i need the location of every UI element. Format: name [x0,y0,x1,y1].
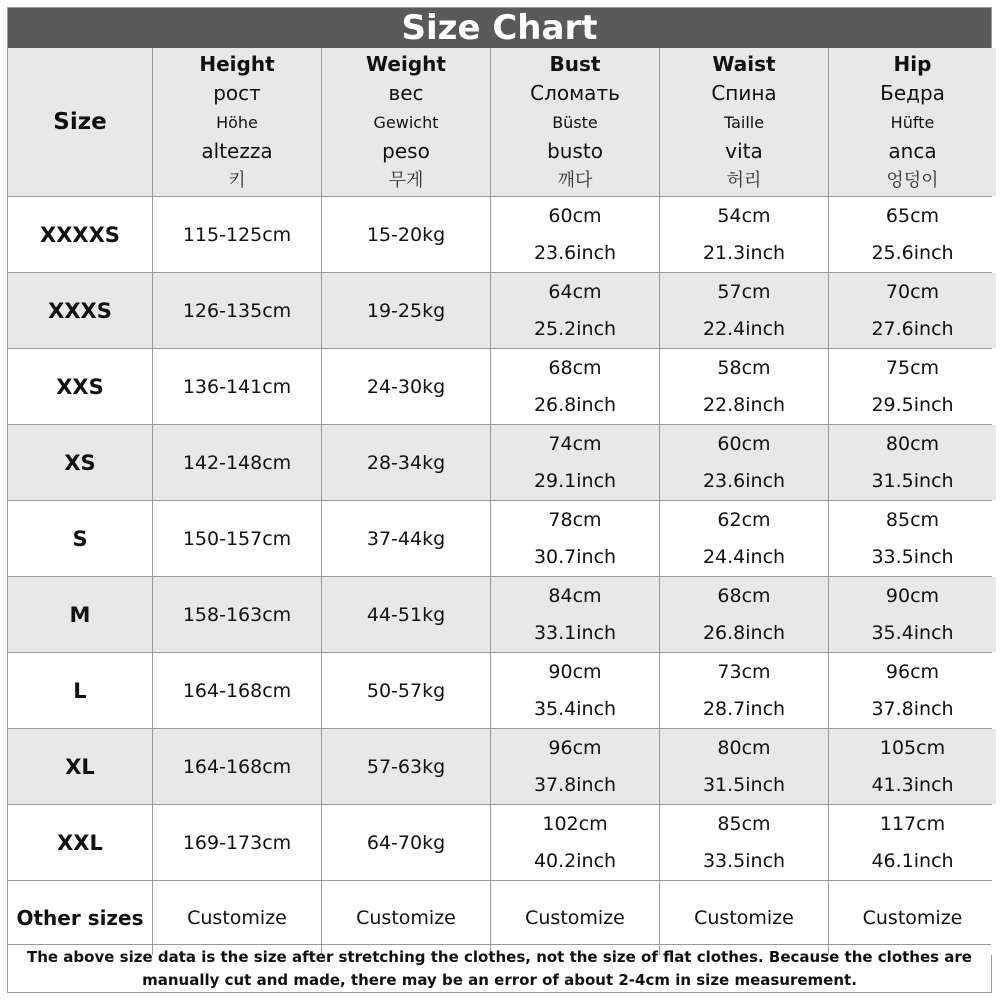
hip-cm-value: 80cm [885,432,940,455]
size-label: L [8,653,152,728]
waist-value [660,273,828,348]
height-value: 169-173cm [153,805,321,880]
waist-cm-value: 58cm [717,356,771,379]
bust-value [491,577,659,652]
hip-in-value: 35.4inch [871,621,954,644]
header-label-de: Büste [552,112,598,132]
customize-value: Customize [829,881,996,955]
header-label-ko: 키 [228,169,246,191]
header-label-it: vita [725,138,763,163]
size-label: XL [8,729,152,804]
bust-in-value: 40.2inch [533,849,617,872]
hip-in-value: 29.5inch [871,393,954,416]
bust-cm-value: 74cm [548,432,602,455]
bust-value [491,197,659,272]
header-label-ko: 깨다 [557,169,593,191]
header-label-it: altezza [201,138,273,163]
weight-value: 28-34kg [322,425,490,500]
weight-value: 50-57kg [322,653,490,728]
weight-value: 64-70kg [322,805,490,880]
weight-value: 24-30kg [322,349,490,424]
hip-in-value: 46.1inch [871,849,954,872]
size-label: XXXXS [8,197,152,272]
header-label-en: Bust [549,51,601,76]
header-label-ko: 엉덩이 [886,169,939,191]
waist-cm-value: 80cm [717,736,771,759]
header-label-en: Waist [712,51,776,76]
hip-value [829,653,996,728]
waist-value [660,805,828,880]
waist-cm-value: 85cm [717,812,771,835]
hip-cm-value: 90cm [885,584,940,607]
header-label-ru: вес [388,80,424,105]
hip-cm-value: 70cm [885,280,940,303]
bust-cm-value: 60cm [548,204,602,227]
waist-cm-value: 73cm [717,660,771,683]
size-column-header: Size [8,48,152,196]
weight-value: 37-44kg [322,501,490,576]
bust-in-value: 26.8inch [533,393,617,416]
hip-value [829,805,996,880]
waist-value [660,197,828,272]
bust-in-value: 29.1inch [533,469,617,492]
bust-in-value: 35.4inch [533,697,617,720]
hip-in-value: 41.3inch [871,773,954,796]
header-label-de: Taille [723,112,765,132]
bust-value [491,349,659,424]
header-label-ko: 무게 [388,169,424,191]
waist-in-value: 22.4inch [702,317,786,340]
waist-value [660,577,828,652]
hip-in-value: 27.6inch [871,317,954,340]
waist-in-value: 21.3inch [702,241,786,264]
hip-cm-value: 85cm [885,508,940,531]
header-label-it: peso [382,138,430,163]
hip-cm-value: 75cm [885,356,940,379]
waist-in-value: 24.4inch [702,545,786,568]
size-table [8,48,991,955]
customize-value: Customize [153,881,321,955]
bust-in-value: 33.1inch [533,621,617,644]
bust-value [491,501,659,576]
bust-value [491,273,659,348]
header-label-ko: 허리 [726,169,762,191]
hip-cm-value: 117cm [879,812,946,835]
header-label-en: Hip [893,51,932,76]
header-label-de: Gewicht [373,112,439,132]
waist-in-value: 31.5inch [702,773,786,796]
waist-in-value: 26.8inch [702,621,786,644]
size-label: XXS [8,349,152,424]
height-value: 142-148cm [153,425,321,500]
waist-value [660,349,828,424]
bust-cm-value: 84cm [548,584,602,607]
hip-value [829,577,996,652]
height-value: 158-163cm [153,577,321,652]
hip-in-value: 33.5inch [871,545,954,568]
header-label-de: Hüfte [890,112,935,132]
waist-value [660,501,828,576]
column-header-waist [660,48,828,196]
bust-value [491,653,659,728]
hip-value [829,729,996,804]
weight-value: 44-51kg [322,577,490,652]
hip-in-value: 37.8inch [871,697,954,720]
waist-cm-value: 68cm [717,584,771,607]
size-label: XXL [8,805,152,880]
footer-note: The above size data is the size after stretching the clothes, not the size of flat clothes. Because the clothes are manually cut and made, there may be an error of about 2-4cm in size measurement. [8,944,991,992]
weight-value: 57-63kg [322,729,490,804]
bust-cm-value: 68cm [548,356,602,379]
header-label-en: Height [199,51,275,76]
weight-value: 19-25kg [322,273,490,348]
column-header-weight [322,48,490,196]
size-label: S [8,501,152,576]
header-label-de: Höhe [216,112,258,132]
waist-value [660,425,828,500]
bust-value [491,729,659,804]
bust-cm-value: 90cm [548,660,602,683]
customize-value: Customize [660,881,828,955]
waist-value [660,653,828,728]
hip-value [829,425,996,500]
hip-value [829,273,996,348]
height-value: 136-141cm [153,349,321,424]
height-value: 164-168cm [153,729,321,804]
bust-in-value: 37.8inch [533,773,617,796]
weight-value: 15-20kg [322,197,490,272]
height-value: 126-135cm [153,273,321,348]
height-value: 150-157cm [153,501,321,576]
header-label-it: busto [547,138,603,163]
header-label-ru: рост [213,80,261,105]
bust-in-value: 25.2inch [533,317,617,340]
waist-value [660,729,828,804]
hip-cm-value: 96cm [885,660,940,683]
hip-cm-value: 105cm [879,736,946,759]
column-header-bust [491,48,659,196]
bust-in-value: 30.7inch [533,545,617,568]
waist-in-value: 28.7inch [702,697,786,720]
customize-value: Customize [322,881,490,955]
hip-in-value: 25.6inch [871,241,954,264]
bust-in-value: 23.6inch [533,241,617,264]
size-label: XXXS [8,273,152,348]
height-value: 115-125cm [153,197,321,272]
bust-cm-value: 102cm [542,812,608,835]
customize-value: Customize [491,881,659,955]
hip-value [829,349,996,424]
chart-title: Size Chart [8,8,991,48]
height-value: 164-168cm [153,653,321,728]
hip-cm-value: 65cm [885,204,940,227]
waist-in-value: 33.5inch [702,849,786,872]
column-header-hip [829,48,996,196]
bust-cm-value: 78cm [548,508,602,531]
header-label-en: Weight [366,51,446,76]
header-label-ru: Сломать [530,80,620,105]
column-header-height [153,48,321,196]
waist-cm-value: 62cm [717,508,771,531]
waist-in-value: 22.8inch [702,393,786,416]
hip-in-value: 31.5inch [871,469,954,492]
size-label: M [8,577,152,652]
size-label: XS [8,425,152,500]
bust-value [491,425,659,500]
waist-cm-value: 54cm [717,204,771,227]
hip-value [829,501,996,576]
other-sizes-label: Other sizes [8,881,152,955]
header-label-ru: Спина [711,80,777,105]
waist-cm-value: 60cm [717,432,771,455]
bust-cm-value: 64cm [548,280,602,303]
bust-cm-value: 96cm [548,736,602,759]
bust-value [491,805,659,880]
hip-value [829,197,996,272]
header-label-ru: Бедра [880,80,945,105]
waist-in-value: 23.6inch [702,469,786,492]
header-label-it: anca [888,138,937,163]
waist-cm-value: 57cm [717,280,771,303]
